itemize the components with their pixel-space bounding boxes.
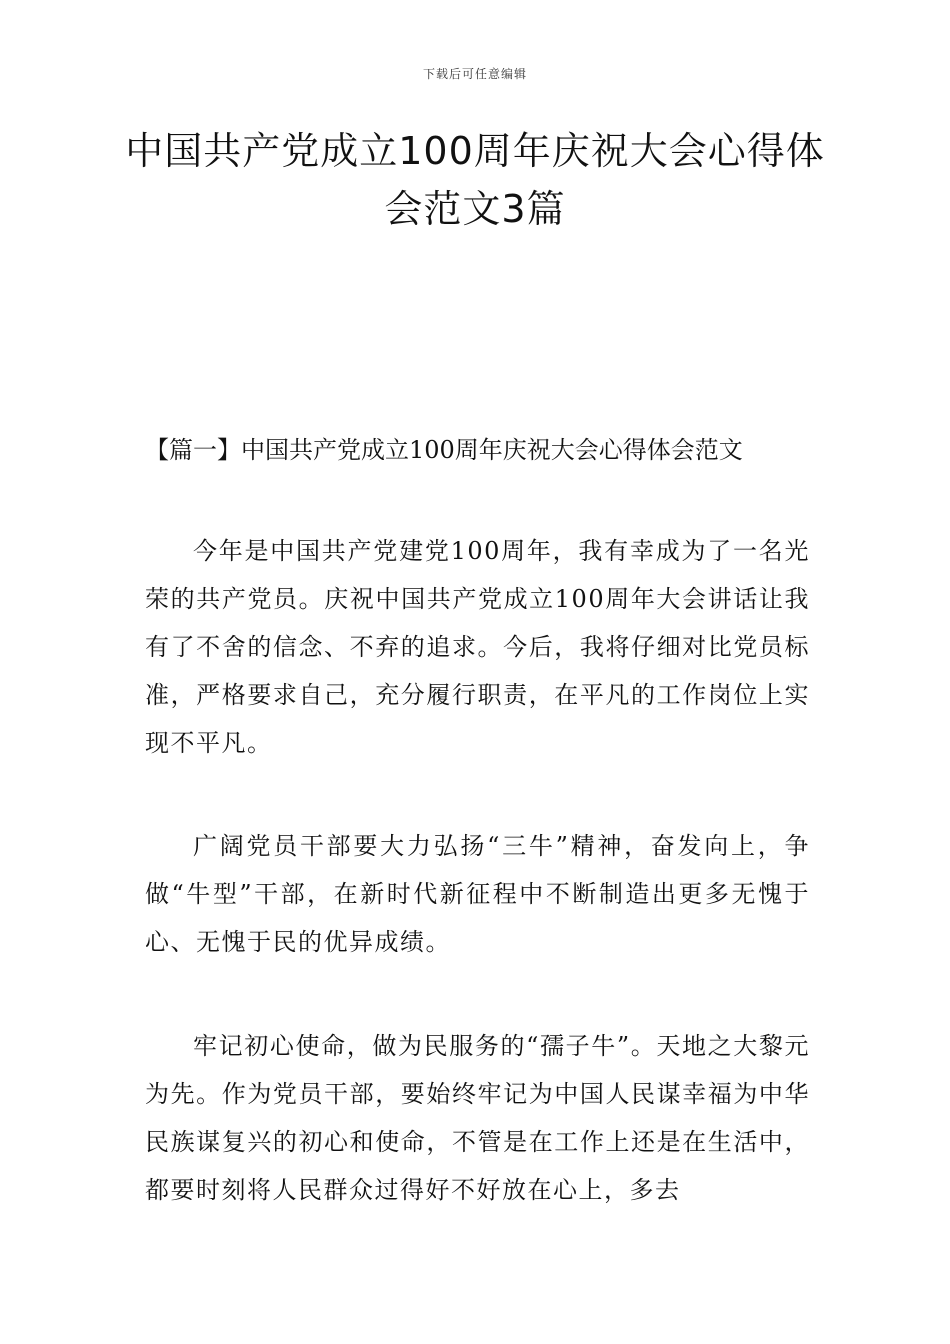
- document-title-line-1: 中国共产党成立100周年庆祝大会心得体: [125, 129, 825, 173]
- document-title: [120, 122, 830, 238]
- paragraph-2: 广阔党员干部要大力弘扬“三牛”精神，奋发向上，争做“牛型”干部，在新时代新征程中不断制造出更多无愧于心、无愧于民的优异成绩。: [145, 832, 810, 956]
- document-title-line-2: 会范文3篇: [384, 187, 566, 231]
- header-note: 下载后可任意编辑: [422, 67, 527, 81]
- paragraph-1: 今年是中国共产党建党100周年，我有幸成为了一名光荣的共产党员。庆祝中国共产党成立100周年大会讲话让我有了不舍的信念、不弃的追求。今后，我将仔细对比党员标准，严格要求自己，充分履行职责，在平凡的工作岗位上实现不平凡。: [145, 537, 810, 757]
- section-heading: 【篇一】中国共产党成立100周年庆祝大会心得体会范文: [145, 436, 743, 464]
- paragraph-3: 牢记初心使命，做为民服务的“孺子牛”。天地之大黎元为先。作为党员干部，要始终牢记为中国人民谋幸福为中华民族谋复兴的初心和使命，不管是在工作上还是在生活中，都要时刻将人民群众过得好不好放在心上，多去: [145, 1032, 810, 1204]
